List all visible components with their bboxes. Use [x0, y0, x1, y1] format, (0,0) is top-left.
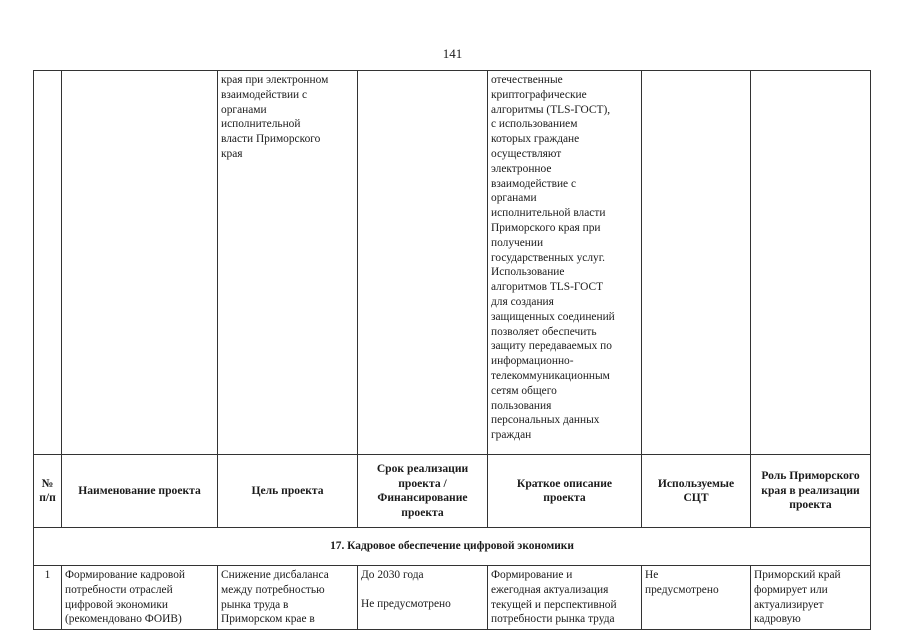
header-text-line: края в реализации	[761, 483, 860, 497]
header-text-line: Используемые	[657, 476, 735, 490]
text-line: предусмотрено	[645, 583, 719, 596]
text-line: края при электронном	[221, 74, 329, 86]
text-line: защищенных соединений	[491, 310, 615, 323]
text-line: алгоритмы (TLS-ГОСТ),	[491, 103, 611, 116]
num-cell	[34, 71, 62, 455]
header-period	[358, 455, 488, 528]
header-description	[488, 455, 642, 528]
header-description-text	[491, 477, 638, 506]
table-row	[34, 566, 871, 630]
text-line: взаимодействии с	[221, 88, 308, 101]
goal-cell	[218, 71, 358, 455]
text-line: органами	[221, 103, 267, 116]
text-line: электронное	[491, 162, 552, 175]
text-line: ежегодная актуализация	[491, 583, 609, 596]
header-text-line: Финансирование	[377, 491, 468, 504]
text-line: Приморский край	[754, 569, 841, 581]
text-line: для создания	[491, 295, 554, 308]
row-role-text	[754, 568, 867, 627]
row-num: 1	[34, 566, 62, 630]
header-period-text	[361, 462, 484, 520]
header-text-line: Краткое описание	[516, 476, 613, 490]
header-text-line: проекта	[789, 498, 832, 512]
text-line: осуществляют	[491, 147, 562, 160]
row-financing-text: Не предусмотрено	[361, 597, 451, 610]
row-description	[488, 566, 642, 630]
text-line: актуализирует	[754, 598, 824, 611]
header-tech	[642, 455, 751, 528]
name-cell	[62, 71, 218, 455]
header-text-line: Срок реализации	[376, 462, 469, 475]
text-line: цифровой экономики	[65, 598, 168, 611]
text-line: кадровую	[754, 613, 801, 626]
description-cell	[488, 71, 642, 455]
role-cell	[751, 71, 871, 455]
text-line: исполнительной власти	[491, 207, 606, 220]
header-text-line: проекта /	[398, 476, 447, 490]
header-num-text	[37, 477, 58, 506]
description-text	[491, 73, 638, 443]
text-line: власти Приморского	[221, 133, 321, 146]
header-role-text	[754, 469, 867, 513]
text-line: алгоритмов TLS-ГОСТ	[491, 281, 604, 294]
tech-cell	[642, 71, 751, 455]
header-text-line: проекта	[543, 491, 586, 504]
text-line: которых граждане	[491, 133, 580, 146]
text-line: исполнительной	[221, 118, 301, 131]
text-line: Не	[645, 569, 659, 581]
row-tech	[642, 566, 751, 630]
text-line: взаимодействие с	[491, 177, 577, 190]
page-number: 141	[442, 46, 463, 61]
row-name	[62, 566, 218, 630]
header-role	[751, 455, 871, 528]
text-line: (рекомендовано ФОИВ)	[65, 613, 182, 626]
header-text-line: Роль Приморского	[761, 469, 860, 483]
text-line: текущей и перспективной	[491, 598, 617, 611]
row-period-text: До 2030 года	[361, 569, 424, 581]
header-tech-text	[645, 477, 747, 506]
text-line: Использование	[491, 266, 565, 279]
header-row	[34, 455, 871, 528]
continuation-row	[34, 71, 871, 455]
text-line: пользования	[491, 399, 552, 412]
header-text-line: СЦТ	[683, 491, 709, 504]
text-line: потребности рынка труда	[491, 613, 615, 626]
row-tech-text	[645, 568, 747, 598]
projects-table	[33, 70, 871, 630]
text-line: государственных услуг.	[491, 251, 605, 264]
text-line: граждан	[491, 429, 532, 442]
text-line: между потребностью	[221, 583, 325, 596]
row-role	[751, 566, 871, 630]
text-line: потребности отраслей	[65, 583, 173, 596]
header-num	[34, 455, 62, 528]
row-goal	[218, 566, 358, 630]
section-title: 17. Кадровое обеспечение цифровой экономики	[34, 528, 871, 566]
period-cell	[358, 71, 488, 455]
text-line: получении	[491, 236, 544, 249]
header-text-line: п/п	[39, 491, 56, 504]
header-name: Наименование проекта	[62, 455, 218, 528]
text-line: края	[221, 147, 243, 160]
header-goal: Цель проекта	[218, 455, 358, 528]
section-row	[34, 528, 871, 566]
text-line: Снижение дисбаланса	[221, 569, 329, 581]
text-line: рынка труда в	[221, 598, 289, 611]
text-line: отечественные	[491, 74, 563, 86]
row-period	[358, 566, 488, 630]
text-line: позволяет обеспечить	[491, 325, 597, 338]
text-line: телекоммуникационным	[491, 369, 610, 382]
text-line: Формирование и	[491, 569, 573, 581]
text-line: формирует или	[754, 583, 828, 596]
header-text-line: проекта	[401, 505, 444, 519]
goal-text	[221, 73, 354, 162]
text-line: защиту передаваемых по	[491, 340, 612, 353]
text-line: персональных данных	[491, 414, 600, 427]
text-line: Приморском крае в	[221, 613, 315, 626]
text-line: информационно-	[491, 355, 574, 368]
text-line: с использованием	[491, 118, 578, 131]
text-line: криптографические	[491, 88, 587, 101]
text-line: Формирование кадровой	[65, 569, 185, 581]
row-description-text	[491, 568, 638, 627]
header-text-line: №	[41, 476, 54, 490]
text-line: органами	[491, 192, 537, 205]
text-line: Приморского края при	[491, 221, 601, 234]
row-name-text	[65, 568, 214, 627]
text-line: сетям общего	[491, 384, 557, 397]
row-goal-text	[221, 568, 354, 627]
